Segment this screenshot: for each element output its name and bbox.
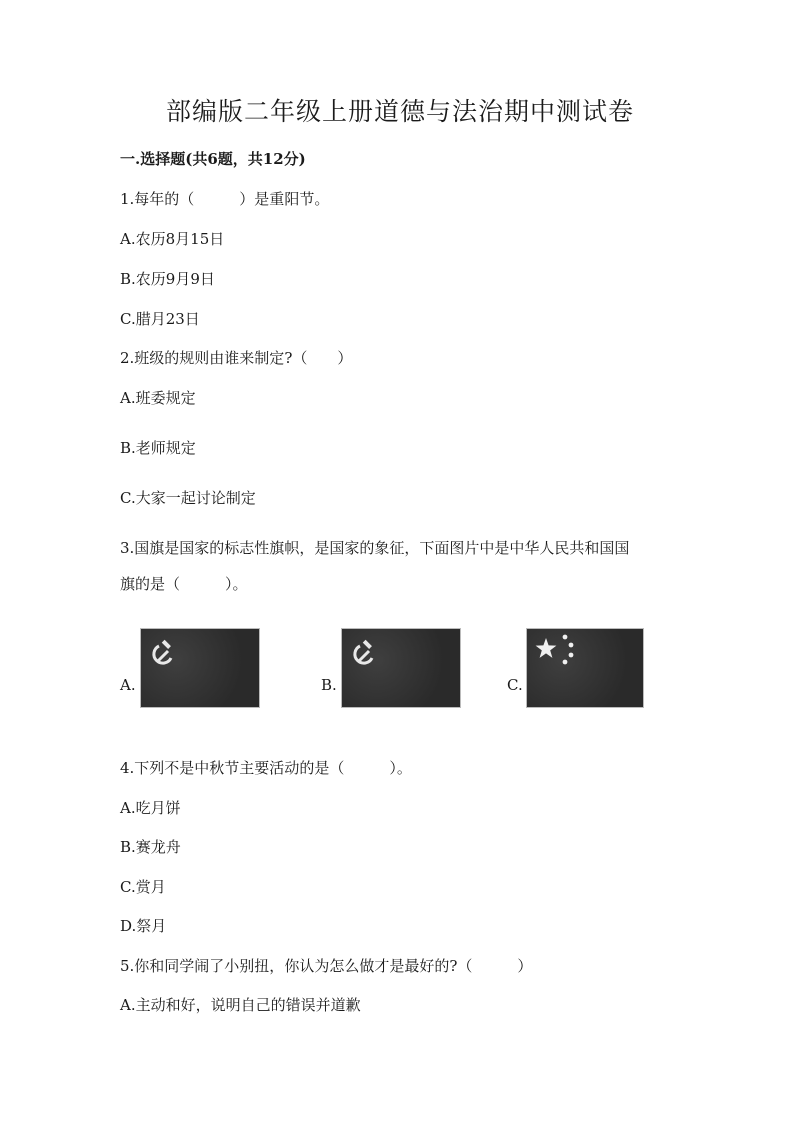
question-1-option-c: C.腊月23日 — [120, 310, 200, 328]
question-2-stem: 2.班级的规则由谁来制定?（ ） — [120, 349, 353, 367]
party-flag-icon — [140, 628, 260, 708]
question-3-stem-line-2: 旗的是（ ）。 — [120, 575, 248, 593]
question-4-stem: 4.下列不是中秋节主要活动的是（ ）。 — [120, 759, 412, 777]
question-4-option-b: B.赛龙舟 — [120, 838, 181, 856]
question-1-option-a: A.农历8月15日 — [120, 230, 225, 248]
question-5-stem: 5.你和同学闹了小别扭，你认为怎么做才是最好的?（ ） — [120, 957, 533, 975]
question-3-image-options — [0, 628, 800, 708]
question-2-option-a: A.班委规定 — [120, 389, 196, 407]
question-3-stem-line-1: 3.国旗是国家的标志性旗帜，是国家的象征，下面图片中是中华人民共和国国 — [120, 539, 630, 557]
question-2-option-b: B.老师规定 — [120, 439, 196, 457]
question-2-option-c: C.大家一起讨论制定 — [120, 489, 256, 507]
question-4-option-d: D.祭月 — [120, 917, 167, 935]
page-title: 部编版二年级上册道德与法治期中测试卷 — [165, 97, 634, 126]
question-4-option-a: A.吃月饼 — [120, 799, 181, 817]
question-4-option-c: C.赏月 — [120, 878, 166, 896]
question-3-option-b-label: B. — [321, 676, 337, 694]
question-3-option-c-label: C. — [507, 676, 523, 694]
party-flag-icon — [341, 628, 461, 708]
question-3-option-a-label: A. — [120, 676, 136, 694]
question-5-option-a: A.主动和好，说明自己的错误并道歉 — [120, 996, 361, 1014]
question-1-stem: 1.每年的（ ）是重阳节。 — [120, 190, 330, 208]
section-heading: 一.选择题(共6题，共12分) — [120, 150, 306, 168]
question-1-option-b: B.农历9月9日 — [120, 270, 215, 288]
national-flag-icon — [526, 628, 644, 708]
